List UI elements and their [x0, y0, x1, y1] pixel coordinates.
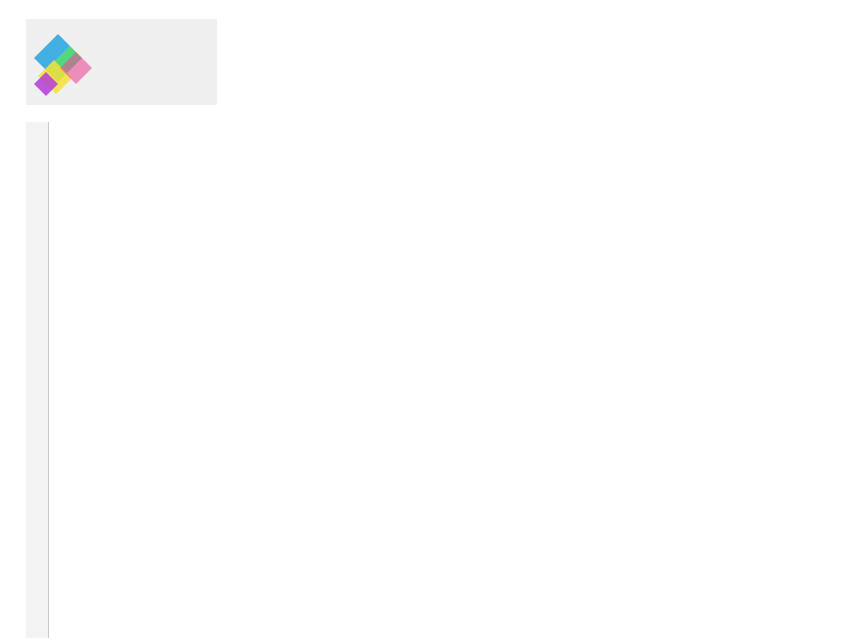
column-letters	[26, 112, 812, 122]
row-number-gutter	[26, 122, 49, 638]
logo-mark-icon	[32, 28, 94, 98]
spreadsheet	[26, 112, 812, 638]
logo	[26, 19, 217, 105]
